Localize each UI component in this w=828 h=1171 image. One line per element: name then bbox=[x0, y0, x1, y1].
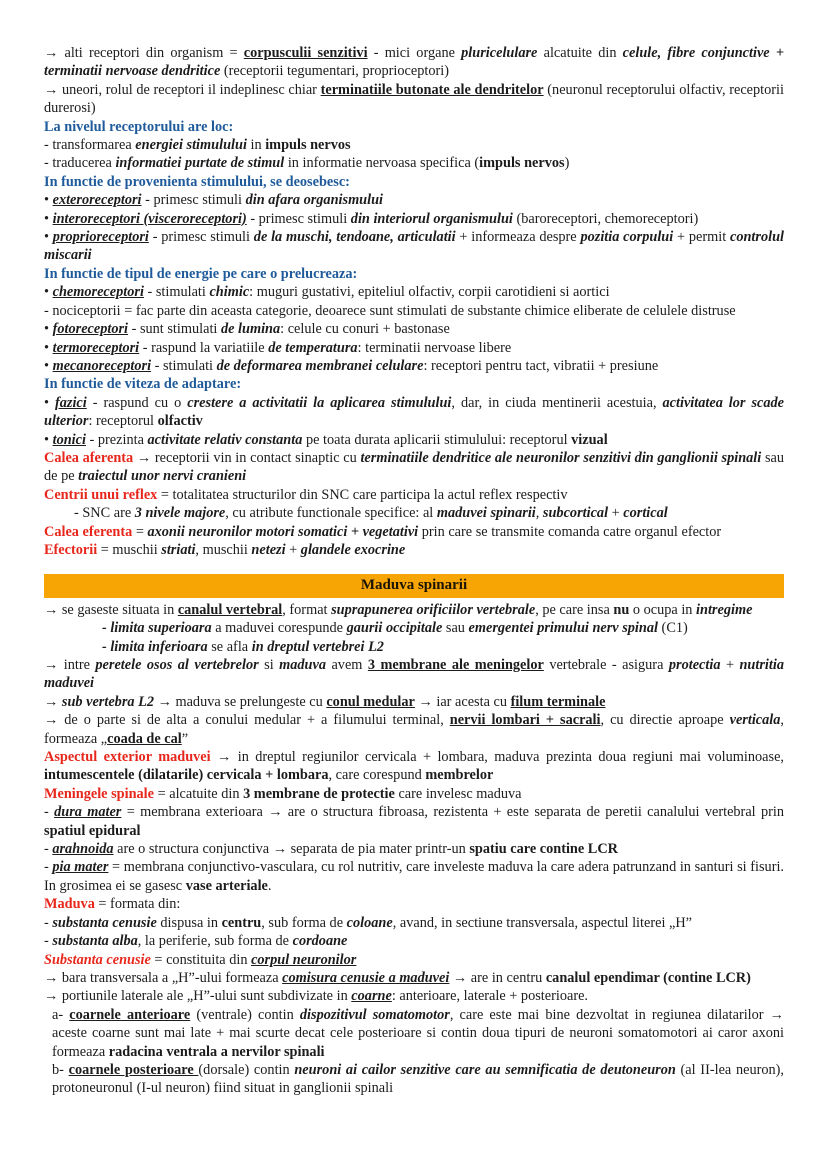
text-run: Centrii unui reflex bbox=[44, 486, 158, 503]
text-run: = membrana conjunctivo-vasculara, cu rol nutritiv, care inveleste maduva la care adera patrunzand in santuri si fisuri. In grosimea ei se gasesc bbox=[44, 859, 785, 894]
text-run: de temperatura bbox=[268, 339, 358, 356]
text-run: , sub forma de bbox=[261, 914, 347, 931]
text-run: - primesc stimuli bbox=[141, 192, 246, 209]
text-run: terminatiile dendritice ale neuronilor senzitivi din ganglionii spinali bbox=[360, 449, 762, 466]
para-coada-de-cal bbox=[44, 711, 784, 748]
text-run: de la muschi, tendoane, articulatii bbox=[253, 229, 456, 246]
text-run: gaurii occipitale bbox=[346, 620, 443, 637]
text-run: prin care se transmite comanda catre organul efector bbox=[418, 523, 722, 540]
para-chemoreceptori bbox=[44, 283, 784, 301]
text-run: - bbox=[44, 859, 53, 876]
text-run: si bbox=[258, 657, 280, 673]
para-calea-aferenta bbox=[44, 449, 784, 486]
text-run: filum terminale bbox=[510, 693, 606, 710]
text-run: : terminatii nervoase libere bbox=[357, 339, 512, 356]
heading-provenienta-stimulului bbox=[44, 173, 784, 191]
para-arahnoida bbox=[44, 840, 784, 858]
text-run: olfactiv bbox=[157, 413, 203, 430]
para-fazici bbox=[44, 394, 784, 431]
text-run: tonici bbox=[52, 431, 86, 448]
text-run: coloane bbox=[346, 914, 393, 931]
para-fotoreceptori bbox=[44, 320, 784, 338]
text-run: , pe care insa bbox=[535, 601, 614, 618]
text-run: se afla bbox=[207, 638, 252, 655]
text-run: avem bbox=[326, 657, 368, 673]
para-corpusculii-senzitivi bbox=[44, 44, 784, 81]
text-run: → se gaseste situata in bbox=[44, 601, 178, 618]
text-run: - raspund cu o bbox=[86, 394, 188, 411]
text-run: in informatie nervoasa specifica ( bbox=[284, 155, 480, 172]
para-aspectul-exterior bbox=[44, 748, 784, 785]
text-run: mecanoreceptori bbox=[52, 357, 152, 374]
text-run: → maduva se prelungeste cu bbox=[154, 693, 327, 710]
text-run: - raspund la variatiile bbox=[139, 339, 269, 356]
text-run: fazici bbox=[54, 394, 87, 411]
text-run: canalul vertebral bbox=[177, 601, 283, 618]
text-run: cordoane bbox=[292, 933, 348, 950]
text-run: (baroreceptori, chemoreceptori) bbox=[512, 210, 699, 227]
text-run: , avand, in sectiune transversala, aspectul literei „H” bbox=[392, 914, 693, 931]
text-run: maduva bbox=[279, 657, 326, 673]
para-centrii-unui-reflex bbox=[44, 486, 784, 504]
text-run: spatiu care contine LCR bbox=[469, 841, 618, 858]
text-run: care invelesc maduva bbox=[394, 785, 522, 802]
text-run: activitatea lor scade ulterior bbox=[44, 394, 785, 430]
text-run: netezi bbox=[251, 541, 286, 558]
text-run: - prezinta bbox=[85, 431, 148, 448]
text-run: arahnoida bbox=[52, 841, 114, 858]
text-run: (ventrale) contin bbox=[190, 1006, 300, 1023]
text-run: Calea aferenta bbox=[44, 449, 134, 466]
text-run: termoreceptori bbox=[52, 339, 140, 356]
text-run: → portiunile laterale ale „H”-ului sunt subdivizate in bbox=[44, 988, 352, 1005]
text-run: Maduva spinarii bbox=[360, 577, 468, 594]
text-run: + informeaza despre bbox=[455, 229, 581, 246]
text-run: intumescentele (dilatarile) cervicala + lombara bbox=[44, 767, 329, 784]
text-run: • bbox=[44, 192, 53, 209]
para-pia-mater bbox=[44, 858, 784, 895]
para-comisura-cenusie bbox=[44, 969, 784, 987]
text-run: traiectul unor nervi cranieni bbox=[78, 468, 247, 485]
text-run: b- bbox=[52, 1061, 69, 1078]
text-run: (receptorii tegumentari, proprioceptori) bbox=[220, 63, 449, 80]
text-run: coarnele anterioare bbox=[69, 1006, 191, 1023]
text-run: sau bbox=[442, 620, 469, 637]
text-run: coarnele posterioare bbox=[68, 1061, 199, 1078]
text-run: energiei stimulului bbox=[135, 137, 247, 154]
text-run: coarne bbox=[351, 988, 392, 1005]
text-run: axonii neuronilor motori somatici + vegetativi bbox=[147, 523, 419, 540]
text-run: - transformarea bbox=[44, 137, 136, 154]
text-run: corpul neuronilor bbox=[251, 951, 357, 968]
para-coarnele-posterioare bbox=[44, 1061, 784, 1098]
text-run: Substanta cenusie bbox=[44, 951, 151, 968]
para-substanta-cenusie-centru bbox=[44, 914, 784, 932]
text-run: Aspectul exterior maduvei bbox=[44, 749, 211, 766]
text-run: sub vertebra L2 bbox=[61, 693, 155, 710]
text-run: , format bbox=[282, 601, 332, 618]
text-run: - stimulati bbox=[143, 284, 210, 301]
text-run: suprapunerea orificiilor vertebrale bbox=[331, 601, 536, 618]
text-run: dispusa in bbox=[156, 914, 222, 931]
para-meningele-spinale bbox=[44, 785, 784, 803]
text-run: • bbox=[44, 431, 53, 448]
text-run: alcatuite din bbox=[537, 45, 623, 61]
text-run: Efectorii bbox=[44, 541, 98, 558]
para-limita-inferioara bbox=[44, 638, 784, 656]
text-run: - SNC are bbox=[74, 505, 135, 522]
text-run: subcortical bbox=[542, 505, 609, 522]
text-run: a- bbox=[52, 1006, 70, 1023]
text-run: : muguri gustativi, epiteliul olfactiv, corpii carotidieni si aortici bbox=[249, 284, 610, 301]
para-nociceptorii bbox=[44, 302, 784, 320]
text-run: . bbox=[267, 877, 272, 894]
para-tonici bbox=[44, 431, 784, 449]
text-run: vase arteriale bbox=[185, 877, 268, 894]
text-run: = formata din: bbox=[94, 896, 181, 913]
text-run: - primesc stimuli bbox=[246, 210, 351, 227]
text-run: activitate relativ constanta bbox=[147, 431, 303, 448]
para-exteroreceptori bbox=[44, 191, 784, 209]
text-run: , care corespund bbox=[328, 767, 426, 784]
text-run: - sunt stimulati bbox=[128, 321, 221, 338]
para-membrane-meningelor bbox=[44, 656, 784, 693]
text-run: corpusculii senzitivi bbox=[243, 45, 368, 61]
text-run: cortical bbox=[623, 505, 668, 522]
text-run: → intre bbox=[44, 657, 96, 673]
section-header-maduva-spinarii bbox=[44, 574, 784, 597]
text-run: sau de pe bbox=[44, 449, 785, 485]
para-coarne bbox=[44, 987, 784, 1005]
text-run: → in dreptul regiunilor cervicala + lombara, maduva prezinta doua regiuni mai voluminoase, bbox=[210, 749, 784, 766]
document-body bbox=[44, 44, 784, 1098]
para-transformarea bbox=[44, 136, 784, 154]
text-run: crestere a activitatii la aplicarea stimulului bbox=[187, 394, 452, 411]
text-run: maduvei spinarii bbox=[436, 505, 536, 522]
para-interoreceptori bbox=[44, 210, 784, 228]
text-run: Calea eferenta bbox=[44, 523, 133, 540]
text-run: In functie de provenienta stimulului, se deosebesc: bbox=[44, 173, 350, 190]
text-run: protectia bbox=[668, 657, 721, 673]
text-run: 3 membrane de protectie bbox=[243, 785, 395, 802]
text-run: → iar acesta cu bbox=[414, 693, 511, 710]
text-run: In functie de tipul de energie pe care o prelucreaza: bbox=[44, 265, 358, 282]
text-run: • bbox=[44, 210, 53, 227]
text-run: o ocupa in bbox=[629, 601, 697, 618]
text-run: (dorsale) contin bbox=[198, 1061, 295, 1078]
text-run: radacina ventrala a nervilor spinali bbox=[108, 1043, 325, 1060]
text-run: centru bbox=[221, 914, 262, 931]
text-run: comisura cenusie a maduvei bbox=[282, 969, 450, 986]
text-run: • bbox=[44, 321, 53, 338]
text-run: Maduva bbox=[44, 896, 95, 913]
text-run: pluricelulare bbox=[461, 45, 538, 61]
text-run: = totalitatea structurilor din SNC care participa la actul reflex respectiv bbox=[157, 486, 568, 503]
text-run: emergentei primului nerv spinal bbox=[468, 620, 658, 637]
para-efectorii bbox=[44, 541, 784, 559]
text-run: → bara transversala a „H”-ului formeaza bbox=[44, 969, 283, 986]
text-run: terminatiile butonate ale dendritelor bbox=[320, 81, 544, 98]
para-proprioreceptori bbox=[44, 228, 784, 265]
text-run: + bbox=[608, 505, 624, 522]
text-run: - bbox=[44, 933, 53, 950]
heading-la-nivelul-receptorului bbox=[44, 118, 784, 136]
text-run: + bbox=[720, 657, 740, 673]
text-run: din afara organismului bbox=[245, 192, 384, 209]
para-snc-nivele bbox=[44, 504, 784, 522]
text-run: pozitia corpului bbox=[580, 229, 674, 246]
text-run: vizual bbox=[571, 431, 608, 448]
text-run: striati bbox=[161, 541, 196, 558]
para-conul-medular bbox=[44, 693, 784, 711]
text-run: = alcatuite din bbox=[154, 785, 244, 802]
text-run: in bbox=[246, 137, 266, 154]
text-run: pia mater bbox=[52, 859, 109, 876]
text-run: vertebrale - asigura bbox=[543, 657, 669, 673]
text-run: → are in centru bbox=[449, 969, 546, 986]
text-run: pe toata durata aplicarii stimulului: receptorul bbox=[302, 431, 572, 448]
text-run: → bbox=[44, 693, 62, 710]
text-run: , dar, in ciuda mentinerii acestuia, bbox=[451, 394, 663, 411]
text-run: + bbox=[285, 541, 301, 558]
text-run: , muschii bbox=[195, 541, 252, 558]
text-run: Meningele spinale bbox=[44, 785, 155, 802]
text-run: coada de cal bbox=[107, 730, 182, 747]
text-run: nervii lombari + sacrali bbox=[449, 712, 601, 729]
text-run: → receptorii vin in contact sinaptic cu bbox=[133, 449, 361, 466]
para-mecanoreceptori bbox=[44, 357, 784, 375]
text-run: - bbox=[44, 914, 53, 931]
text-run: (al II-lea neuron), protoneuronul (I-ul neuron) fiind situat in ganglionii spinali bbox=[52, 1061, 784, 1097]
text-run: • bbox=[44, 284, 53, 301]
text-run: - limita superioara bbox=[102, 620, 212, 637]
text-run: : receptorul bbox=[88, 413, 158, 430]
text-run: : receptori pentru tact, vibratii + presiune bbox=[423, 357, 659, 374]
text-run: glandele exocrine bbox=[300, 541, 406, 558]
text-run: + permit bbox=[673, 229, 730, 246]
text-run: membrelor bbox=[425, 767, 494, 784]
text-run: 3 nivele majore bbox=[134, 505, 226, 522]
text-run: , cu directie aproape bbox=[600, 712, 730, 729]
text-run: - bbox=[44, 804, 55, 821]
text-run: fotoreceptori bbox=[52, 321, 129, 338]
text-run: nu bbox=[613, 601, 630, 618]
text-run: - stimulati bbox=[151, 357, 217, 374]
text-run: de deformarea membranei celulare bbox=[216, 357, 424, 374]
text-run: = muschii bbox=[97, 541, 162, 558]
text-run: In functie de viteza de adaptare: bbox=[44, 376, 242, 393]
text-run: exteroreceptori bbox=[52, 192, 142, 209]
text-run: (C1) bbox=[657, 620, 688, 637]
text-run: → alti receptori din organism = bbox=[44, 45, 244, 61]
text-run: , cu atribute functionale specifice: al bbox=[225, 505, 437, 522]
para-canalul-vertebral bbox=[44, 601, 784, 619]
para-maduva-formata-din bbox=[44, 895, 784, 913]
text-run: informatiei purtate de stimul bbox=[115, 155, 285, 172]
text-run: spatiul epidural bbox=[44, 822, 141, 839]
text-run: → de o parte si de alta a conului medular + a filumului terminal, bbox=[44, 712, 450, 729]
text-run: chemoreceptori bbox=[52, 284, 144, 301]
text-run: canalul ependimar (contine LCR) bbox=[545, 969, 751, 986]
para-substanta-cenusie-heading bbox=[44, 951, 784, 969]
heading-tipul-de-energie bbox=[44, 265, 784, 283]
text-run: in dreptul vertebrei L2 bbox=[251, 638, 384, 655]
text-run: - limita inferioara bbox=[102, 638, 208, 655]
text-run: impuls nervos bbox=[479, 155, 565, 172]
para-termoreceptori bbox=[44, 339, 784, 357]
para-substanta-alba bbox=[44, 932, 784, 950]
text-run: are o structura conjunctiva → separata de pia mater printr-un bbox=[113, 841, 470, 858]
text-run: , la periferie, sub forma de bbox=[137, 933, 293, 950]
text-run: substanta alba bbox=[52, 933, 138, 950]
text-run: , care este mai bine dezvoltat in regiunea dilatarilor → aceste coarne sunt mai late + mai scurte decat cele posterioare si contin doua tipuri de neuroni somatomotori ai caror axoni formeaza bbox=[52, 1006, 784, 1060]
para-dura-mater bbox=[44, 803, 784, 840]
text-run: → uneori, rolul de receptori il indeplinesc chiar bbox=[44, 81, 321, 98]
text-run: ” bbox=[181, 730, 189, 747]
para-calea-eferenta bbox=[44, 523, 784, 541]
text-run: din interiorul organismului bbox=[350, 210, 513, 227]
heading-viteza-de-adaptare bbox=[44, 375, 784, 393]
text-run: - mici organe bbox=[367, 45, 462, 61]
text-run: de lumina bbox=[220, 321, 281, 338]
text-run: La nivelul receptorului are loc: bbox=[44, 118, 234, 135]
para-traducerea bbox=[44, 154, 784, 172]
text-run: dispozitivul somatomotor bbox=[299, 1006, 450, 1023]
text-run: controlul miscarii bbox=[44, 229, 784, 264]
para-terminatiile-butonate bbox=[44, 81, 784, 118]
text-run: dura mater bbox=[54, 804, 122, 821]
text-run: intregime bbox=[696, 601, 753, 618]
text-run: : celule cu conuri + bastonase bbox=[280, 321, 450, 338]
text-run: conul medular bbox=[326, 693, 415, 710]
text-run: - nociceptorii = fac parte din aceasta categorie, deoarece sunt stimulati de substante chimice eliberate de celulele distruse bbox=[44, 302, 736, 319]
text-run: chimic bbox=[209, 284, 250, 301]
text-run: impuls nervos bbox=[265, 137, 351, 154]
text-run: a maduvei corespunde bbox=[211, 620, 347, 637]
text-run: • bbox=[44, 339, 53, 356]
text-run: proprioreceptori bbox=[52, 229, 149, 246]
text-run: • bbox=[44, 357, 53, 374]
text-run: (neuronul receptorului olfactiv, receptorii durerosi) bbox=[44, 81, 784, 117]
text-run: celule, fibre conjunctive + terminatii nervoase dendritice bbox=[44, 45, 784, 80]
text-run: peretele osos al vertebrelor bbox=[95, 657, 259, 673]
text-run: • bbox=[44, 394, 55, 411]
text-run: = constituita din bbox=[150, 951, 252, 968]
text-run: substanta cenusie bbox=[52, 914, 157, 931]
text-run: - primesc stimuli bbox=[148, 229, 254, 246]
para-coarnele-anterioare bbox=[44, 1006, 784, 1061]
text-run: interoreceptori (visceroreceptori) bbox=[52, 210, 247, 227]
para-limita-superioara bbox=[44, 619, 784, 637]
text-run: ) bbox=[564, 155, 570, 172]
text-run: nutritia maduvei bbox=[44, 657, 784, 692]
text-run: , bbox=[535, 505, 543, 522]
text-run: : anterioare, laterale + posterioare. bbox=[391, 988, 589, 1005]
text-run: - traducerea bbox=[44, 155, 116, 172]
text-run: - bbox=[44, 841, 53, 858]
text-run: = membrana exterioara → are o structura fibroasa, rezistenta + este separata de peretii canalului vertebral prin bbox=[121, 804, 784, 821]
text-run: 3 membrane ale meningelor bbox=[367, 657, 544, 673]
text-run: = bbox=[132, 523, 148, 540]
text-run: , formeaza „ bbox=[44, 712, 784, 747]
text-run: • bbox=[44, 229, 53, 246]
text-run: neuroni ai cailor senzitive care au semnificatia de deutoneuron bbox=[294, 1061, 676, 1078]
text-run: verticala bbox=[729, 712, 781, 729]
